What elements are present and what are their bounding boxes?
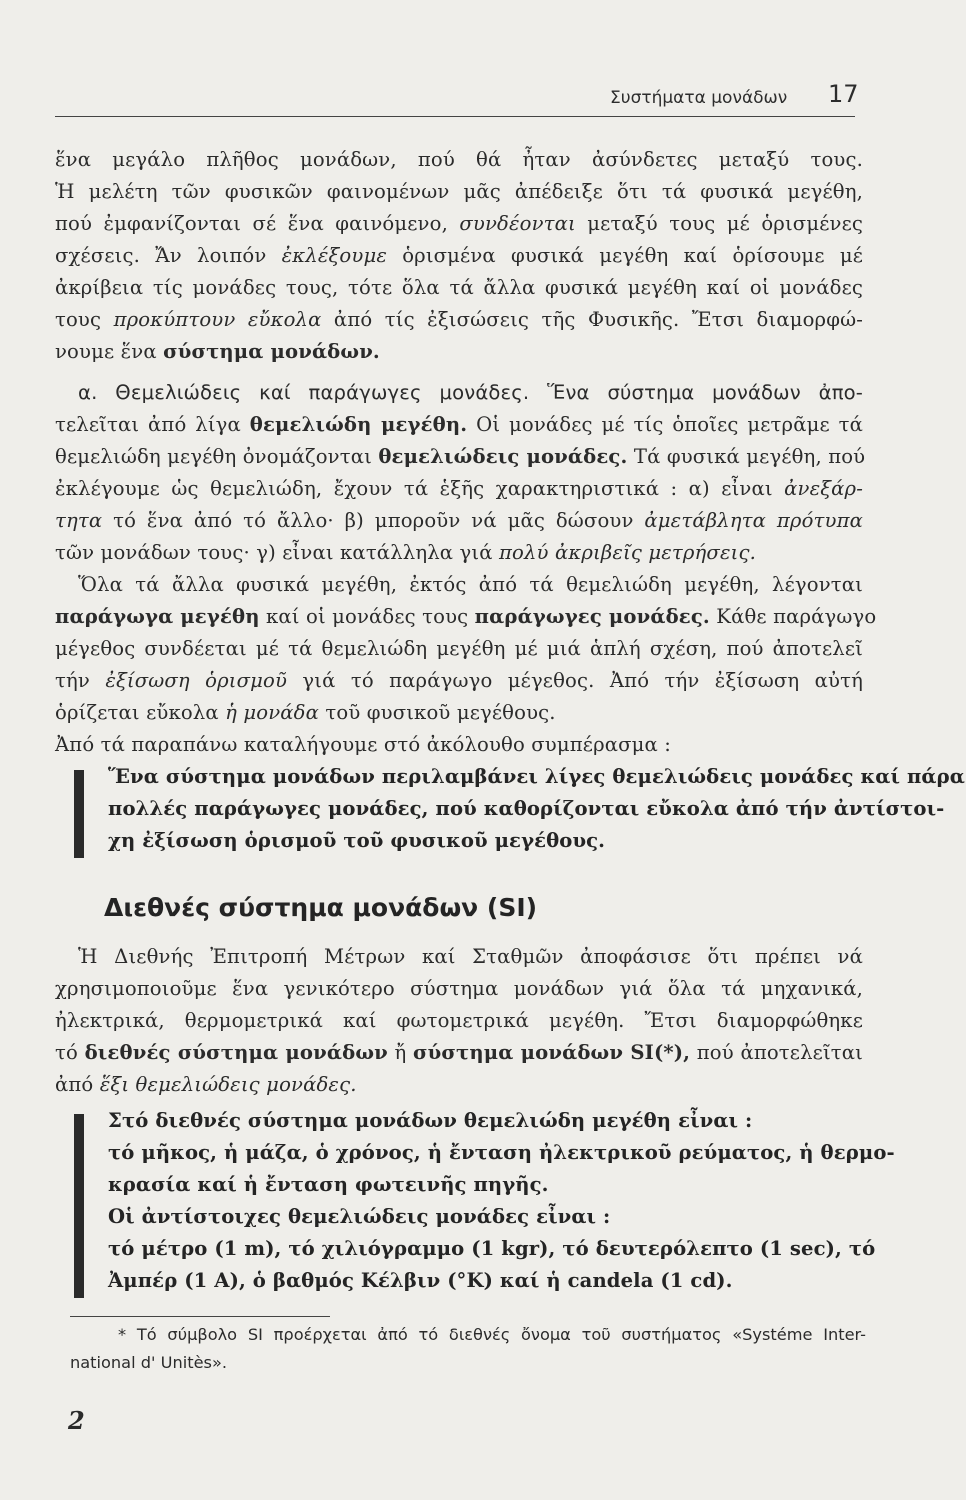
text-line: χρησιμοποιοῦμε ἕνα γενικότερο σύστημα μονάδων γιά ὅλα τά μηχανικά, [55, 977, 863, 1000]
text-line: ἠλεκτρικά, θερμομετρικά καί φωτομετρικά μεγέθη. Ἔτσι διαμορφώθηκε [55, 1009, 863, 1032]
box-line: Στό διεθνές σύστημα μονάδων θεμελιώδη μεγέθη εἶναι : [108, 1109, 753, 1132]
box-line: τό μέτρο (1 m), τό χιλιόγραμμο (1 kgr), τό δευτερόλεπτο (1 sec), τό [108, 1237, 876, 1260]
text-line: Ἡ μελέτη τῶν φυσικῶν φαινομένων μᾶς ἀπέδειξε ὅτι τά φυσικά μεγέθη, [55, 180, 863, 203]
text-line: παράγωγα μεγέθη καί οἱ μονάδες τους παράγωγες μονάδες. Κάθε παράγωγο [55, 605, 877, 628]
text-line: πού ἐμφανίζονται σέ ἕνα φαινόμενο, συνδέονται μεταξύ τους μέ ὁρισμένες [55, 212, 863, 235]
text-line: τους προκύπτουν εὔκολα ἀπό τίς ἐξισώσεις τῆς Φυσικῆς. Ἔτσι διαμορφώ- [55, 308, 863, 331]
footnote-line: * Τό σύμβολο SI προέρχεται ἀπό τό διεθνές ὄνομα τοῦ συστήματος «Systéme Inter- [118, 1325, 866, 1344]
text-line: τό διεθνές σύστημα μονάδων ἤ σύστημα μονάδων SI(*), πού ἀποτελεῖται [55, 1041, 863, 1064]
text-line: τῶν μονάδων τους· γ) εἶναι κατάλληλα γιά πολύ ἀκριβεῖς μετρήσεις. [55, 541, 756, 564]
text-line: τήν ἐξίσωση ὁρισμοῦ γιά τό παράγωγο μέγεθος. Ἀπό τήν ἐξίσωση αὐτή [55, 669, 863, 692]
text-line: Ἀπό τά παραπάνω καταλήγουμε στό ἀκόλουθο συμπέρασμα : [55, 733, 672, 756]
text-line: σχέσεις. Ἄν λοιπόν ἐκλέξουμε ὁρισμένα φυσικά μεγέθη καί ὁρίσουμε μέ [55, 244, 864, 267]
text-line: ἀπό ἕξι θεμελιώδεις μονάδες. [55, 1073, 357, 1096]
box-line: Ἀμπέρ (1 A), ὁ βαθμός Κέλβιν (°K) καί ἡ candela (1 cd). [108, 1269, 733, 1292]
text-line: μέγεθος συνδέεται μέ τά θεμελιώδη μεγέθη μέ μιά ἁπλή σχέση, πού ἀποτελεῖ [55, 637, 863, 660]
box-line: χη ἐξίσωση ὁρισμοῦ τοῦ φυσικοῦ μεγέθους. [108, 829, 606, 852]
text-line: ὁρίζεται εὔκολα ἡ μονάδα τοῦ φυσικοῦ μεγέθους. [55, 701, 556, 724]
box-line: Οἱ ἀντίστοιχες θεμελιώδεις μονάδες εἶναι : [108, 1205, 611, 1228]
box-side-bar [74, 770, 84, 858]
footnote-rule [70, 1316, 330, 1317]
running-header-title: Συστήματα μονάδων [610, 88, 788, 108]
text-line: τητα τό ἕνα ἀπό τό ἄλλο· β) μποροῦν νά μᾶς δώσουν ἀμετάβλητα πρότυπα [55, 509, 863, 532]
text-line: ἕνα μεγάλο πλῆθος μονάδων, πού θά ἦταν ἀσύνδετες μεταξύ τους. [55, 148, 863, 171]
text-line: Ἡ Διεθνής Ἐπιτροπή Μέτρων καί Σταθμῶν ἀποφάσισε ὅτι πρέπει νά [78, 945, 863, 968]
header-rule [55, 116, 855, 117]
signature-mark: 2 [68, 1406, 85, 1435]
box-side-bar [74, 1114, 84, 1298]
box-line: κρασία καί ἡ ἔνταση φωτεινῆς πηγῆς. [108, 1173, 549, 1196]
highlight-box [74, 762, 965, 858]
text-line: Ὅλα τά ἄλλα φυσικά μεγέθη, ἐκτός ἀπό τά θεμελιώδη μεγέθη, λέγονται [78, 573, 863, 596]
footnote-line: national d' Unitès». [70, 1353, 228, 1372]
box-line: πολλές παράγωγες μονάδες, πού καθορίζονται εὔκολα ἀπό τήν ἀντίστοι- [108, 797, 945, 820]
box-line: τό μῆκος, ἡ μάζα, ὁ χρόνος, ἡ ἔνταση ἠλεκτρικοῦ ρεύματος, ἡ θερμο- [108, 1141, 895, 1164]
subsection-line: α. Θεμελιώδεις καί παράγωγες μονάδες. Ἕνα σύστημα μονάδων ἀπο- [78, 381, 863, 404]
page-number: 17 [828, 80, 859, 108]
text-line: ἐκλέγουμε ὡς θεμελιώδη, ἔχουν τά ἑξῆς χαρακτηριστικά : α) εἶναι ἀνεξάρ- [55, 477, 863, 500]
highlight-box [74, 1106, 895, 1298]
text-line: τελεῖται ἀπό λίγα θεμελιώδη μεγέθη. Οἱ μονάδες μέ τίς ὁποῖες μετρᾶμε τά [55, 413, 863, 436]
text-line: θεμελιώδη μεγέθη ὀνομάζονται θεμελιώδεις μονάδες. Τά φυσικά μεγέθη, πού [55, 445, 866, 468]
text-line: ἀκρίβεια τίς μονάδες τους, τότε ὅλα τά ἄλλα φυσικά μεγέθη καί οἱ μονάδες [55, 276, 863, 299]
box-line: Ἕνα σύστημα μονάδων περιλαμβάνει λίγες θεμελιώδεις μονάδες καί πάρα [108, 765, 965, 788]
text-line: νουμε ἕνα σύστημα μονάδων. [55, 340, 380, 363]
section-heading: Διεθνές σύστημα μονάδων (SI) [104, 893, 538, 922]
